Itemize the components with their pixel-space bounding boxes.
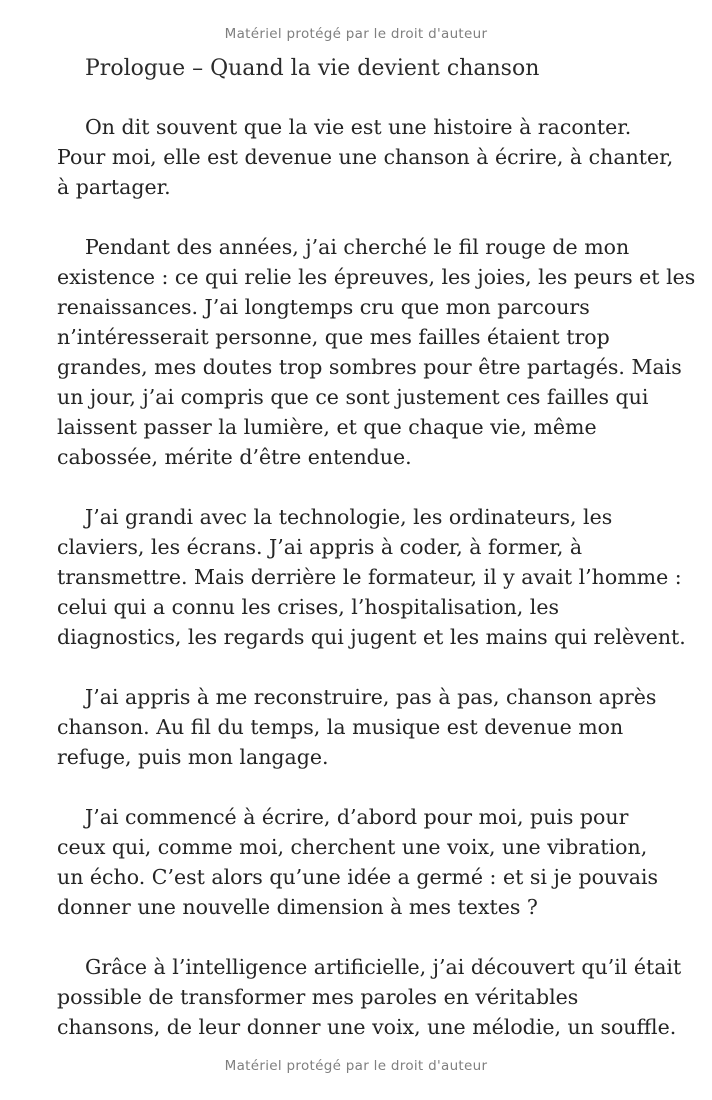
paragraph xyxy=(57,112,674,202)
text-line: donner une nouvelle dimension à mes textes ? xyxy=(57,895,538,919)
text-line: refuge, puis mon langage. xyxy=(57,745,329,769)
paragraph xyxy=(57,952,682,1042)
paragraph xyxy=(57,502,686,652)
text-line: à partager. xyxy=(57,175,171,199)
text-line: Grâce à l’intelligence artificielle, j’ai découvert qu’il était xyxy=(85,955,682,979)
copyright-notice-top: Matériel protégé par le droit d'auteur xyxy=(224,26,488,42)
text-line: Pour moi, elle est devenue une chanson à écrire, à chanter, xyxy=(57,145,674,169)
paragraph xyxy=(57,682,667,772)
paragraph xyxy=(57,232,696,472)
text-line: possible de transformer mes paroles en véritables xyxy=(57,985,579,1009)
text-line: diagnostics, les regards qui jugent et les mains qui relèvent. xyxy=(57,625,686,649)
paragraph xyxy=(57,802,667,922)
text-line: laissent passer la lumière, et que chaque vie, même xyxy=(57,415,597,439)
text-line: cabossée, mérite d’être entendue. xyxy=(57,445,412,469)
text-line: J’ai appris à me reconstruire, pas à pas, chanson après xyxy=(85,685,657,709)
text-line: ceux qui, comme moi, cherchent une voix, une vibration, xyxy=(57,835,648,859)
text-line: J’ai grandi avec la technologie, les ordinateurs, les xyxy=(85,505,613,529)
text-line: renaissances. J’ai longtemps cru que mon parcours xyxy=(57,295,590,319)
text-line: grandes, mes doutes trop sombres pour être partagés. Mais xyxy=(57,355,682,379)
text-line: chansons, de leur donner une voix, une mélodie, un souffle. xyxy=(57,1015,677,1039)
text-line: n’intéresserait personne, que mes failles étaient trop xyxy=(57,325,610,349)
copyright-notice-bottom: Matériel protégé par le droit d'auteur xyxy=(224,1058,488,1074)
text-line: chanson. Au fil du temps, la musique est devenue mon xyxy=(57,715,624,739)
text-line: existence : ce qui relie les épreuves, les joies, les peurs et les xyxy=(57,265,696,289)
text-line: Pendant des années, j’ai cherché le fil rouge de mon xyxy=(85,235,630,259)
text-line: celui qui a connu les crises, l’hospitalisation, les xyxy=(57,595,560,619)
text-line: On dit souvent que la vie est une histoire à raconter. xyxy=(85,115,632,139)
page-body xyxy=(57,112,696,1072)
text-line: transmettre. Mais derrière le formateur, il y avait l’homme : xyxy=(57,565,682,589)
page-title: Prologue – Quand la vie devient chanson xyxy=(85,56,540,81)
text-line: un jour, j’ai compris que ce sont justement ces failles qui xyxy=(57,385,649,409)
text-line: un écho. C’est alors qu’une idée a germé : et si je pouvais xyxy=(57,865,659,889)
text-line: claviers, les écrans. J’ai appris à coder, à former, à xyxy=(57,535,583,559)
text-line: J’ai commencé à écrire, d’abord pour moi, puis pour xyxy=(85,805,629,829)
